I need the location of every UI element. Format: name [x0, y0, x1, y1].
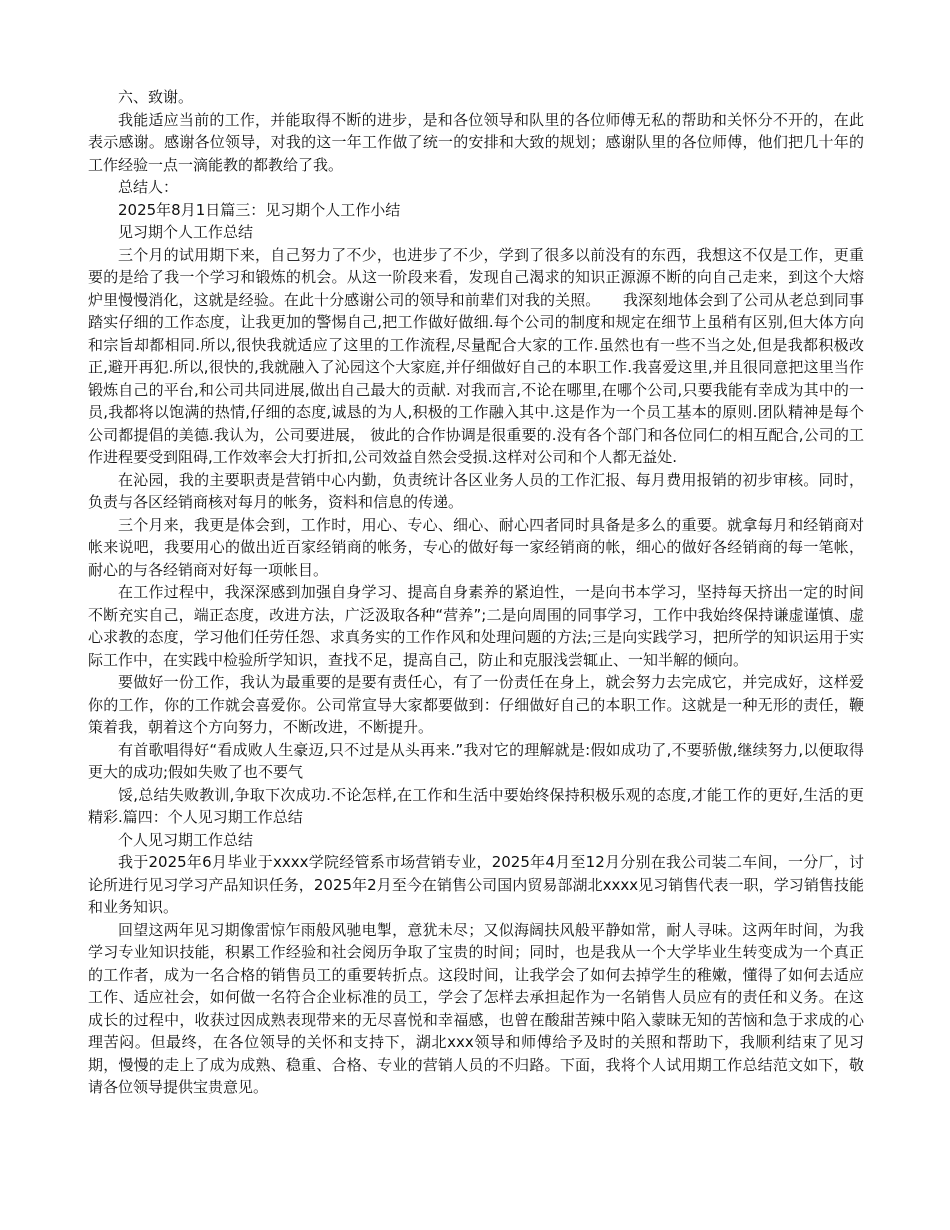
body-paragraph: 回望这两年见习期像雷惊乍雨般风驰电掣，意犹未尽；又似海阔扶风般平静如常，耐人寻味。这两年时间，为我学习专业知识技能，积累工作经验和社会阅历争取了宝贵的时间；同时，也是我从一个大学毕业生转变成为一个真正的工作者，成为一名合格的销售员工的重要转折点。这段时间，让我学会了如何去掉学生的稚嫩，懂得了如何去适应工作、适应社会，如何做一名符合企业标准的员工，学会了怎样去承担起作为一名销售人员应有的责任和义务。在这成长的过程中，收获过因成熟表现带来的无尽喜悦和幸福感，也曾在酸甜苦辣中陷入蒙昧无知的苦恼和急于求成的心理苦闷。但最终，在各位领导的关怀和支持下，湖北xxx领导和师傅给予及时的关照和帮助下，我顺利结束了见习期，慢慢的走上了成为成熟、稳重、合格、专业的营销人员的不归路。下面，我将个人试用期工作总结范文如下，敬请各位领导提供宝贵意见。	[88, 920, 864, 1096]
body-paragraph: 三个月来，我更是体会到，工作时，用心、专心、细心、耐心四者同时具备是多么的重要。就拿每月和经销商对帐来说吧，我要用心的做出近百家经销商的帐务，专心的做好每一家经销商的帐，细心的做好各经销商的每一笔帐，耐心的与各经销商对好每一项帐目。	[88, 515, 864, 579]
acknowledgement-paragraph: 我能适应当前的工作，并能取得不断的进步，是和各位领导和队里的各位师傅无私的帮助和关怀分不开的，在此表示感谢。感谢各位领导，对我的这一年工作做了统一的安排和大致的规划；感谢队里的各位师傅，他们把几十年的工作经验一点一滴能教的都教给了我。	[88, 110, 864, 174]
body-paragraph: 三个月的试用期下来，自己努力了不少，也进步了不少，学到了很多以前没有的东西，我想这不仅是工作，更重要的是给了我一个学习和锻炼的机会。从这一阶段来看，发现自己渴求的知识正源源不断的向自己走来，到这个大熔炉里慢慢消化，这就是经验。在此十分感谢公司的领导和前辈们对我的关照。 我深刻地体会到了公司从老总到同事踏实仔细的工作态度，让我更加的警惕自己,把工作做好做细.每个公司的制度和规定在细节上虽稍有区别,但大体方向和宗旨却都相同.所以,很快我就适应了这里的工作流程,尽量配合大家的工作.虽然也有一些不当之处,但是我都积极改正,避开再犯.所以,很快的,我就融入了沁园这个大家庭,并仔细做好自己的本职工作.我喜爱这里,并且很同意把这里当作锻炼自己的平台,和公司共同进展,做出自己最大的贡献. 对我而言,不论在哪里,在哪个公司,只要我能有幸成为其中的一员,我都将以饱满的热情,仔细的态度,诚恳的为人,积极的工作融入其中.这是作为一个员工基本的原则.团队精神是每个公司都提倡的美德.我认为，公司要进展， 彼此的合作协调是很重要的.没有各个部门和各位同仁的相互配合,公司的工作进程要受到阻碍,工作效率会大打折扣,公司效益自然会受损.这样对公司和个人都无益处.	[88, 245, 864, 466]
section-heading-acknowledgement: 六、致谢。	[118, 88, 194, 106]
body-paragraph: 我于2025年6月毕业于xxxx学院经管系市场营销专业，2025年4月至12月分别在我公司装二车间，一分厂，讨论所进行见习学习产品知识任务，2025年2月至今在销售公司国内贸易部湖北xxxx见习销售代表一职，学习销售技能和业务知识。	[88, 853, 864, 916]
body-paragraph: 在沁园，我的主要职责是营销中心内勤，负责统计各区业务人员的工作汇报、每月费用报销的初步审核。同时，负责与各区经销商核对每月的帐务，资料和信息的传递。	[88, 470, 864, 511]
body-paragraph: 要做好一份工作，我认为最重要的是要有责任心，有了一份责任在身上，就会努力去完成它，并完成好，这样爱你的工作，你的工作就会喜爱你。公司常宣导大家都要做到：仔细做好自己的本职工作。这就是一种无形的责任，鞭策着我，朝着这个方向努力，不断改进，不断提升。	[88, 673, 864, 736]
summarizer-label: 总结人：	[118, 178, 179, 196]
date-and-part-three-title: 2025年8月1日篇三：见习期个人工作小结	[118, 200, 401, 219]
body-paragraph-with-part-four-title: 馁,总结失败教训,争取下次成功.不论怎样,在工作和生活中要始终保持积极乐观的态度,才能工作的更好,生活的更精彩.篇四：个人见习期工作总结	[88, 785, 864, 826]
body-paragraph: 有首歌唱得好“看成败人生豪迈,只不过是从头再来.”我对它的理解就是:假如成功了,不要骄傲,继续努力,以便取得更大的成功;假如失败了也不要气	[88, 740, 864, 781]
part-four-heading: 个人见习期工作总结	[118, 830, 254, 849]
body-paragraph: 在工作过程中，我深深感到加强自身学习、提高自身素养的紧迫性，一是向书本学习，坚持每天挤出一定的时间不断充实自己，端正态度，改进方法，广泛汲取各种“营养”;二是向周围的同事学习，工作中我始终保持谦虚谨慎、虚心求教的态度，学习他们任劳任怨、求真务实的工作作风和处理问题的方法;三是向实践学习，把所学的知识运用于实际工作中，在实践中检验所学知识，查找不足，提高自己，防止和克服浅尝辄止、一知半解的倾向。	[88, 583, 864, 669]
part-three-heading: 见习期个人工作总结	[118, 223, 254, 241]
